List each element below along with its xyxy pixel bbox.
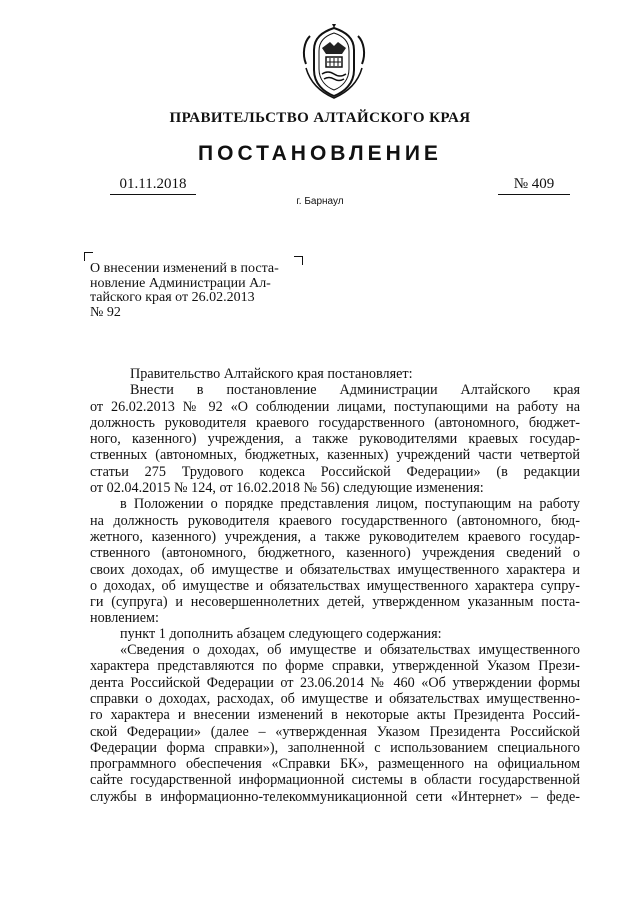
paragraph-line: должность руководителя краевого государственного (автономного, бюджет- (90, 414, 580, 431)
paragraph-line: ги (супруга) и несовершеннолетних детей, утвержденном указанным поста- (90, 594, 580, 611)
paragraph-line: ской Федерации» (далее – «утвержденная Указом Президента Российской (90, 723, 580, 740)
paragraph-line: службы в информационно-телекоммуникационной сети «Интернет» – феде- (90, 788, 580, 805)
paragraph-line: характера представляются по форме справки, утвержденной Указом Прези- (90, 658, 580, 675)
paragraph-line: справки о доходах, расходах, об имуществе и обязательствах имущественно- (90, 690, 580, 707)
title-corner-left (84, 252, 93, 261)
document-date: 01.11.2018 (110, 176, 196, 195)
paragraph-line: сайте государственной информационной системы в области государственной (90, 772, 580, 789)
title-line: тайского края от 26.02.2013 (90, 290, 255, 305)
title-line: О внесении изменений в поста- (90, 261, 279, 276)
paragraph-line: ственного (автономного, бюджетного, казенного) учреждения сведений о (90, 545, 580, 562)
paragraph-line: программного обеспечения «Справки БК», размещенного на официальном (90, 756, 580, 773)
city-label: г. Барнаул (296, 196, 344, 207)
document-body (90, 366, 580, 805)
paragraph-line: Федерации форма справки»), заполненной с использованием специального (90, 739, 580, 756)
paragraph-line: в Положении о порядке представления лицом, поступающим на работу (120, 496, 580, 513)
title-line: № 92 (90, 304, 121, 320)
paragraph-line: от 02.04.2015 № 124, от 16.02.2018 № 56) следующие изменения: (90, 480, 484, 497)
paragraph-line: го характера и внесении изменений в некоторые акты Президента Россий- (90, 707, 580, 724)
paragraph-line: новлением: (90, 610, 159, 627)
government-name: ПРАВИТЕЛЬСТВО АЛТАЙСКОГО КРАЯ (169, 110, 471, 126)
paragraph-line: ного, казенного) учреждения, а также руководителями краевых государ- (90, 431, 580, 448)
coat-of-arms-emblem (296, 24, 372, 100)
paragraph-line: своих доходах, об имуществе и обязательствах имущественного характера и (90, 561, 580, 578)
title-line: новление Администрации Ал- (90, 275, 271, 291)
paragraph-line: «Сведения о доходах, об имуществе и обязательствах имущественного (120, 642, 580, 659)
paragraph-line: статьи 275 Трудового кодекса Российской Федерации» (в редакции (90, 463, 580, 480)
intro-line: Правительство Алтайского края постановляет: (130, 366, 413, 382)
document-number: № 409 (498, 176, 570, 195)
paragraph-line: жетного, казенного) учреждения, а также руководителем краевого государ- (90, 528, 580, 545)
paragraph-line: пункт 1 дополнить абзацем следующего содержания: (120, 625, 442, 642)
paragraph-line: на должность руководителя краевого государственного (автономного, бюд- (90, 512, 580, 529)
paragraph-line: дента Российской Федерации от 23.06.2014 № 460 «Об утверждении формы (90, 674, 580, 691)
document-title (90, 262, 296, 320)
paragraph-line: о доходах, об имуществе и обязательствах имущественного характера супру- (90, 577, 580, 594)
paragraph-line: от 26.02.2013 № 92 «О соблюдении лицами, поступающими на работу на (90, 398, 580, 415)
paragraph-line: Внести в постановление Администрации Алтайского края (130, 382, 580, 399)
paragraph-line: ственных (автономных, бюджетных, казенных) учреждений части четвертой (90, 447, 580, 464)
document-type: ПОСТАНОВЛЕНИЕ (198, 142, 442, 165)
